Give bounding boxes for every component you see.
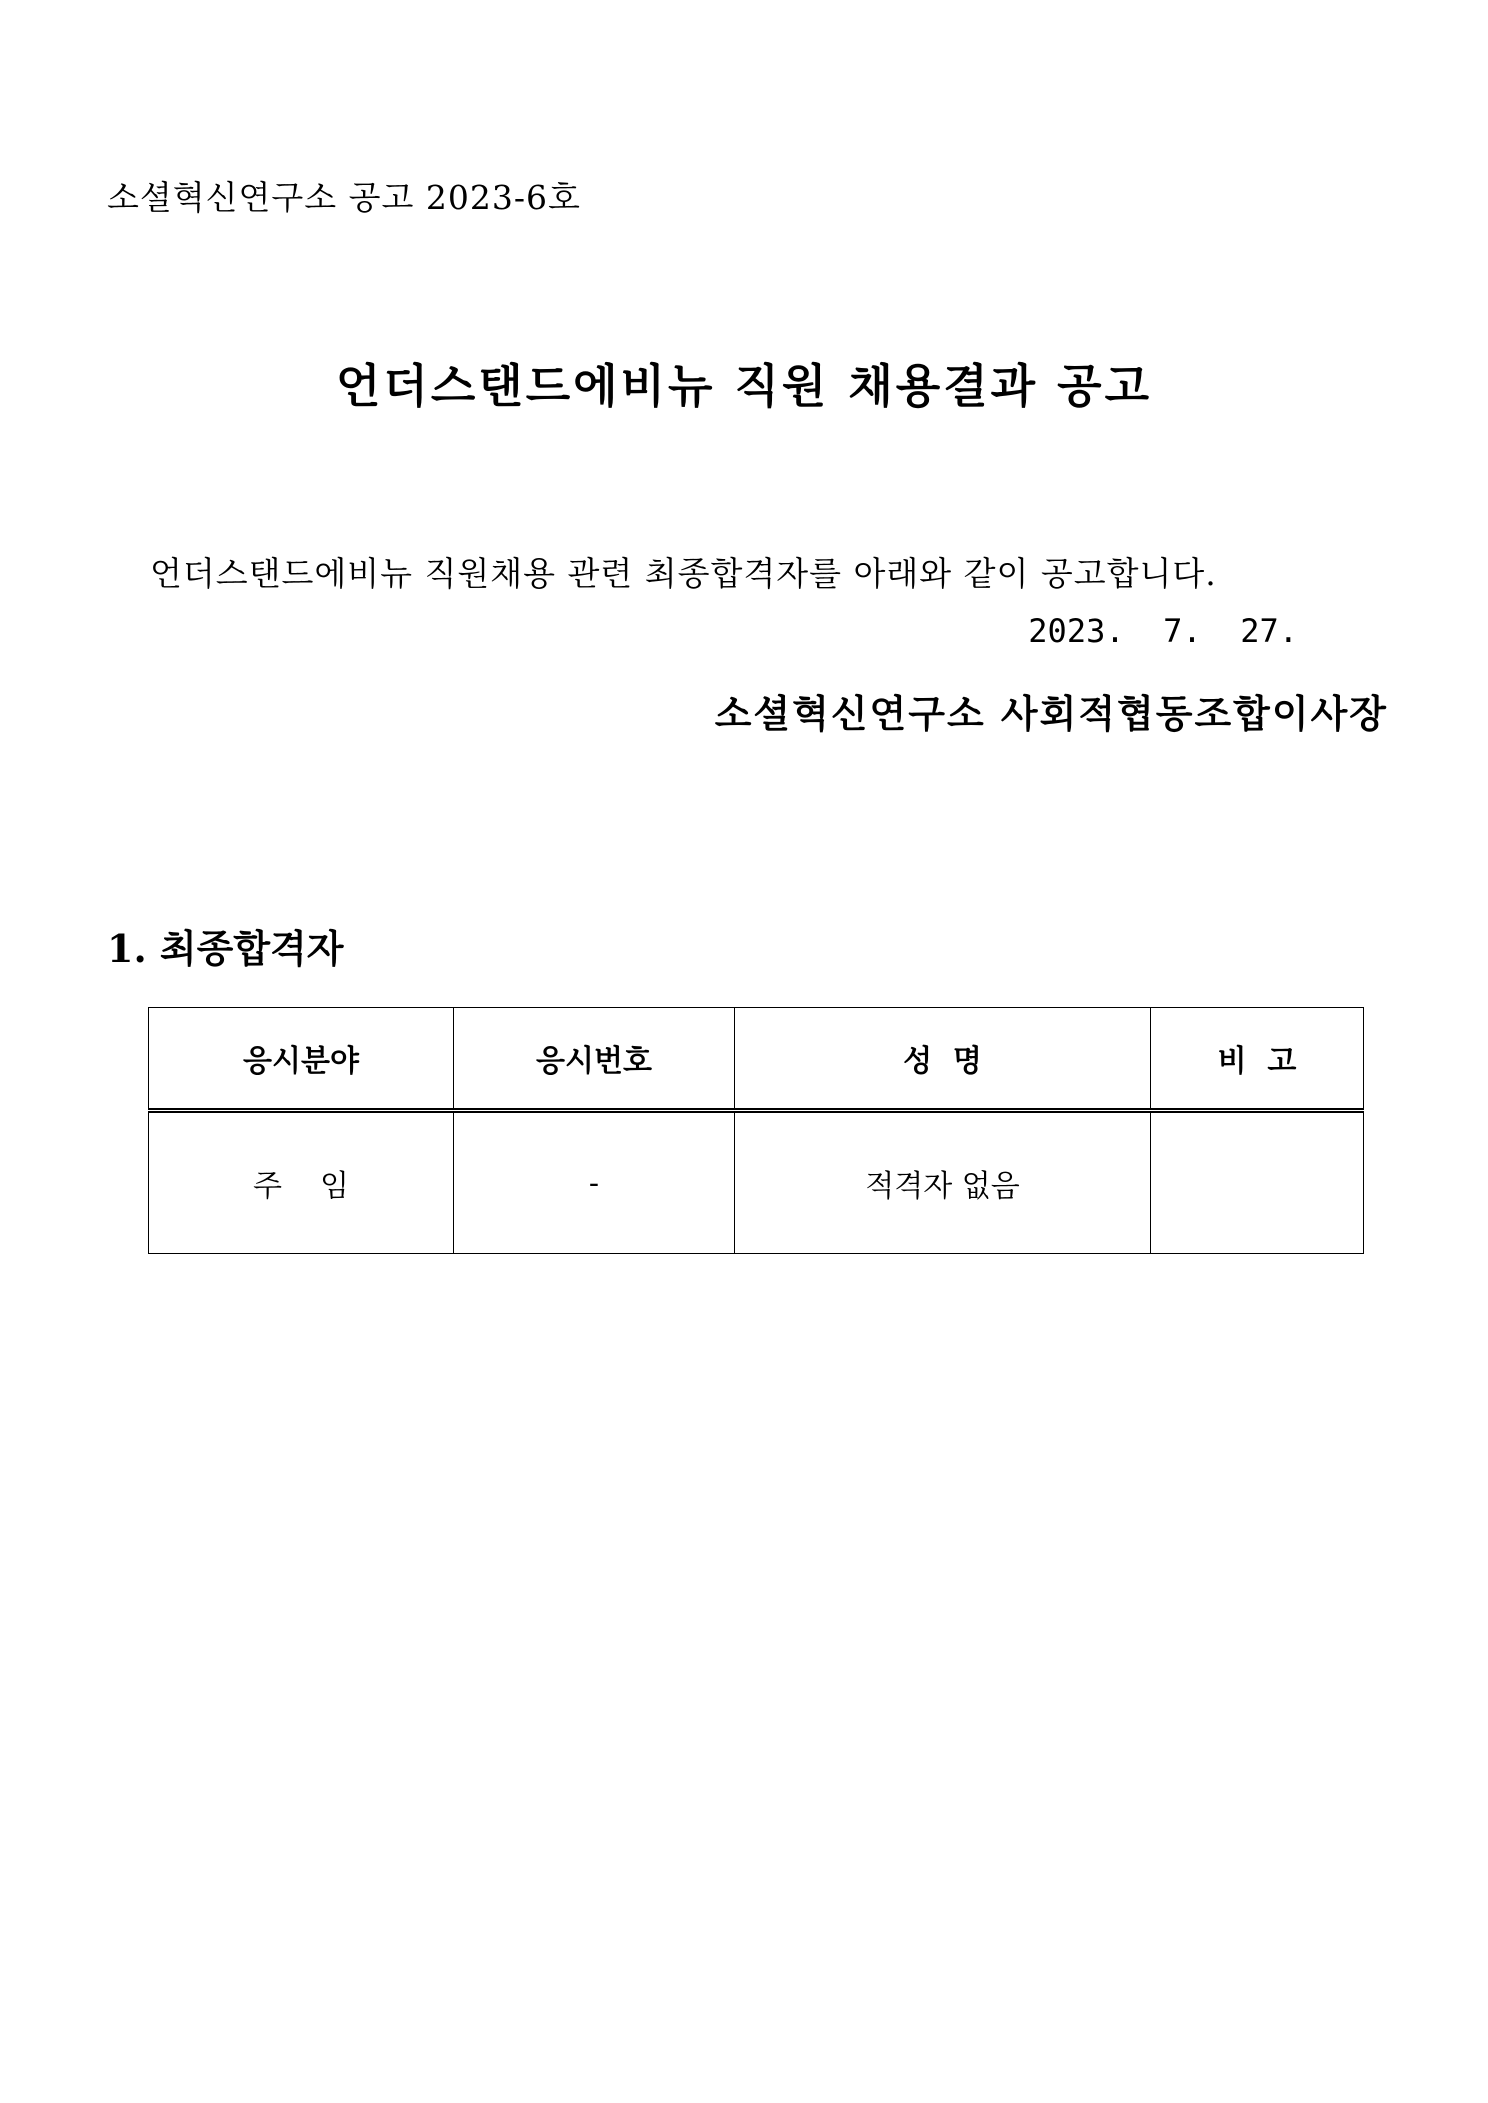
header-name: 성 명	[735, 1008, 1151, 1111]
final-successful-candidates-table	[148, 1007, 1364, 1254]
cell-field: 주 임	[149, 1111, 454, 1254]
issuer-name: 소셜혁신연구소 사회적협동조합이사장	[714, 691, 1388, 736]
table-row	[149, 1111, 1364, 1254]
document-title: 언더스탠드에비뉴 직원 채용결과 공고	[335, 359, 1153, 413]
header-field: 응시분야	[149, 1008, 454, 1111]
header-remarks: 비 고	[1151, 1008, 1364, 1111]
header-exam-number: 응시번호	[454, 1008, 735, 1111]
cell-exam-number: -	[454, 1111, 735, 1254]
cell-name: 적격자 없음	[735, 1111, 1151, 1254]
announcement-body: 언더스탠드에비뉴 직원채용 관련 최종합격자를 아래와 같이 공고합니다.	[150, 554, 1217, 593]
section-heading: 1. 최종합격자	[107, 926, 344, 971]
table-header-row	[149, 1008, 1364, 1111]
cell-remarks	[1151, 1111, 1364, 1254]
announcement-date: 2023. 7. 27.	[1028, 612, 1298, 650]
notice-number: 소셜혁신연구소 공고 2023-6호	[107, 178, 581, 217]
